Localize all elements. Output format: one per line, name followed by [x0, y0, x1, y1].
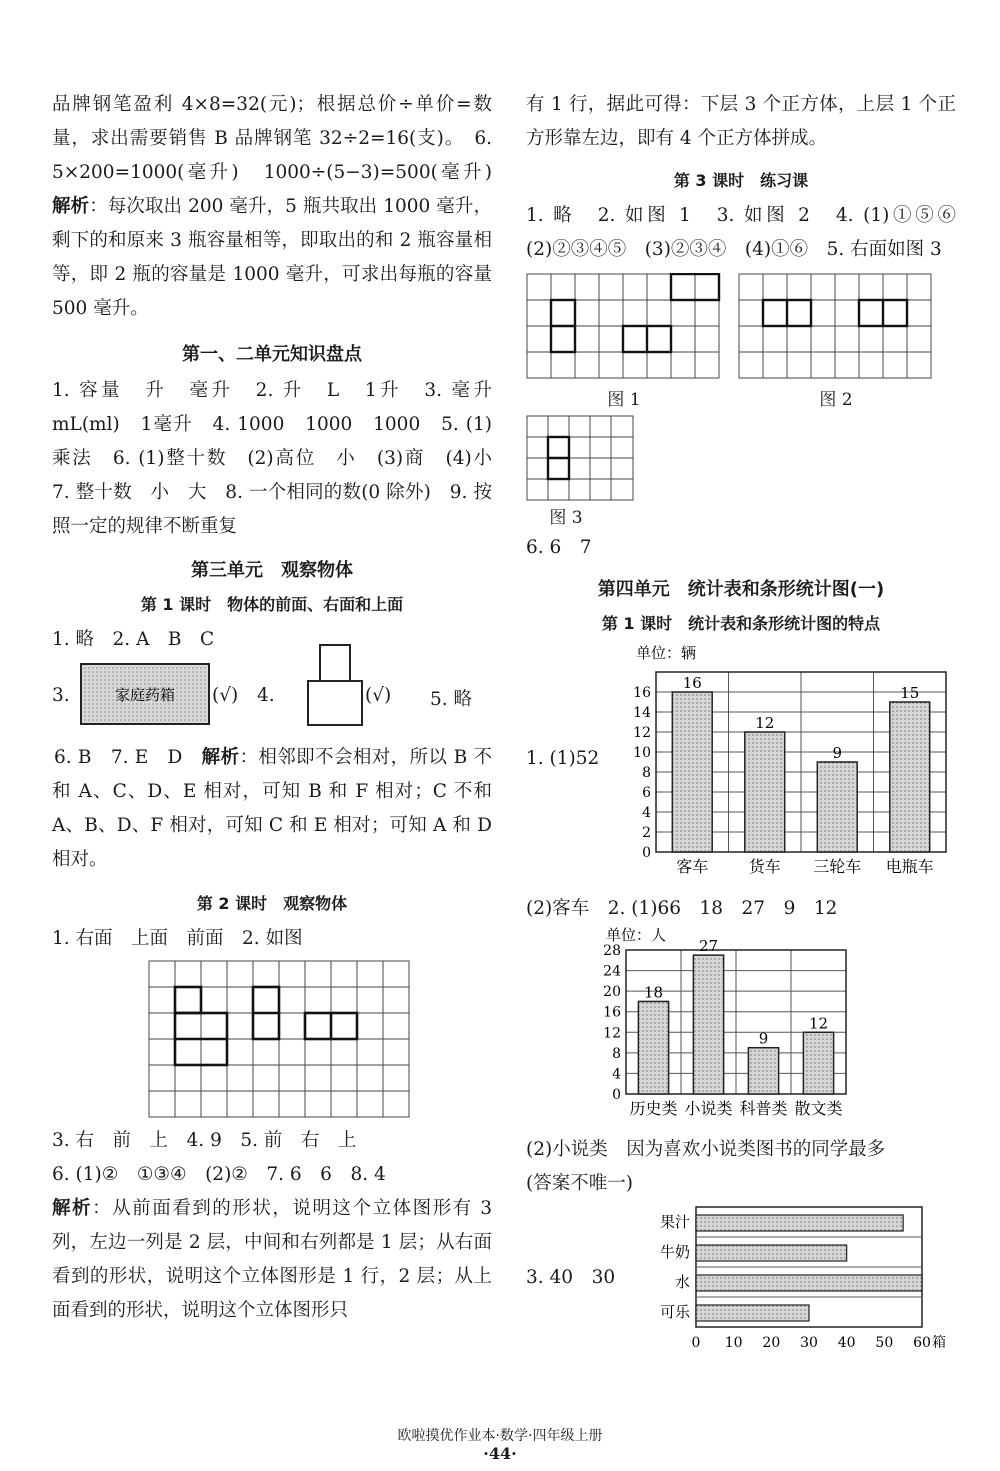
data-label: 18: [643, 983, 664, 1002]
y-tick-label: 16: [633, 685, 651, 701]
check-mark-1: (√): [212, 685, 239, 706]
bar-货车: [745, 732, 785, 852]
para-text: 品牌钢笔盈利 4×8=32(元)；根据总价÷单价=数量，求出需要销售 B 品牌钢笔 32÷2=16(支)。 6. 5×200=1000(毫升) 1000÷(5−3)=500(毫升): [52, 94, 511, 183]
x-tick-label: 客车: [676, 857, 709, 876]
bar-电瓶车: [890, 702, 930, 852]
lesson3-title: 第 3 课时 练习课: [673, 171, 809, 190]
lesson2-answers-c: 6. (1)② ①③④ (2)② 7. 6 6 8. 4: [52, 1164, 386, 1185]
x-unit-label: 箱: [932, 1335, 946, 1351]
figure-1-caption: 图 1: [607, 390, 641, 410]
x-tick-label: 小说类: [684, 1099, 733, 1118]
x-tick-label: 电瓶车: [885, 857, 934, 876]
after-chart2-b: (答案不唯一): [526, 1173, 633, 1194]
stacked-cube-figure: [305, 643, 365, 727]
data-label: 9: [832, 744, 843, 762]
y-tick-label: 8: [612, 1045, 621, 1062]
figure-1-grid: [526, 273, 722, 383]
q3-label: 3.: [52, 685, 70, 706]
figure-2-grid: [738, 273, 934, 383]
data-label: 12: [808, 1014, 829, 1033]
y-tick-label: 24: [603, 963, 621, 980]
x-tick-label: 0: [691, 1335, 701, 1351]
lesson2-answers-b: 3. 右 前 上 4. 9 5. 前 右 上: [52, 1130, 357, 1151]
y-tick-label: 4: [642, 805, 651, 821]
chart1-prefix: 1. (1)52: [526, 748, 600, 769]
para-text: ：从前面看到的形状，说明这个立体图形有 3 列，左边一列是 2 层，中间和右列都是 1 层；从右面看到的形状，说明这个立体图形是 1 行，2 层；从上面看到的形状，说明这个立体图形只: [52, 1198, 492, 1321]
x-tick-label: 散文类: [794, 1099, 843, 1118]
y-tick-label: 12: [603, 1025, 621, 1042]
box-label: 家庭药箱: [114, 686, 176, 704]
y-tick-label: 牛奶: [659, 1243, 690, 1261]
lesson3-answers: 1. 略 2. 如图 1 3. 如图 2 4. (1)①⑤⑥ (2)②③④⑤ (3)②③④ (4)①⑥ 5. 右面如图 3: [526, 205, 975, 260]
unit4-title: 第四单元 统计表和条形统计图(一): [597, 579, 885, 600]
figure-3-grid: [526, 415, 636, 503]
q6-answer: 6. 6 7: [526, 537, 592, 558]
y-tick-label: 6: [642, 785, 651, 801]
figure-2-caption: 图 2: [819, 390, 853, 410]
bar-果汁: [696, 1215, 903, 1231]
chart3-row: [526, 1201, 956, 1366]
lesson1-answers-a: 1. 略 2. A B C: [52, 629, 215, 650]
y-tick-label: 12: [633, 725, 651, 741]
y-tick-label: 20: [603, 984, 621, 1001]
y-tick-label: 14: [633, 705, 651, 721]
after-chart1-text: (2)客车 2. (1)66 18 27 9 12: [526, 898, 838, 919]
data-label: 15: [900, 684, 920, 702]
x-tick-label: 历史类: [629, 1099, 678, 1118]
y-tick-label: 可乐: [659, 1303, 690, 1321]
x-tick-label: 40: [837, 1335, 856, 1351]
lesson1-title: 第 1 课时 物体的前面、右面和上面: [140, 595, 404, 614]
lesson2-title: 第 2 课时 观察物体: [196, 894, 348, 913]
bar-水: [696, 1275, 922, 1291]
bar-小说类: [693, 955, 723, 1094]
answer-paragraph: [52, 88, 511, 326]
chart-vehicles: [596, 642, 976, 892]
analysis-label: 解析: [201, 747, 240, 768]
y-tick-label: 16: [603, 1004, 621, 1021]
after-chart2-a: (2)小说类 因为喜欢小说类图书的同学最多: [526, 1139, 886, 1160]
data-label: 16: [682, 674, 702, 692]
y-tick-label: 0: [612, 1087, 621, 1103]
review-text: 1. 容量 升 毫升 2. 升 L 1升 3. 毫升 mL(ml) 1毫升 4. 1000 1000 1000 5. (1)乘法 6. (1)整十数 (2)高位 小 (3)商 (4)小 7. 整十数 小 大 8. 一个相同的数(0 除外) 9. 按照一定的规律不断重复: [52, 380, 511, 537]
chart-books: [586, 926, 876, 1131]
unit4-lesson1-title: 第 1 课时 统计表和条形统计图的特点: [601, 614, 881, 633]
check-mark-2: (√): [365, 685, 392, 706]
y-tick-label: 4: [612, 1066, 621, 1083]
chart1-row: [526, 642, 956, 892]
bar-历史类: [638, 1001, 668, 1094]
chart-drinks: [636, 1201, 946, 1366]
y-tick-label: 0: [642, 845, 651, 861]
data-label: 27: [698, 937, 719, 956]
bar-可乐: [696, 1305, 809, 1321]
unit3-title: 第三单元 观察物体: [191, 560, 353, 581]
medicine-box-figure: [80, 663, 210, 725]
right-column: [526, 88, 975, 1366]
analysis-label: 解析: [52, 196, 90, 217]
bar-三轮车: [817, 762, 857, 852]
y-tick-label: 28: [603, 943, 621, 959]
q4-label: 4.: [257, 685, 275, 706]
x-tick-label: 10: [724, 1335, 743, 1351]
left-column: [52, 88, 511, 1328]
footer-book-title: 欧啦摸优作业本·数学·四年级上册: [397, 1428, 603, 1444]
bar-科普类: [748, 1048, 778, 1094]
q3-answer-text: 3. 40 30: [526, 1267, 616, 1288]
lesson2-answers-a: 1. 右面 上面 前面 2. 如图: [52, 928, 303, 949]
y-tick-label: 10: [633, 745, 651, 761]
y-tick-label: 2: [642, 825, 651, 841]
chart-unit-label: 单位：人: [606, 926, 667, 944]
page-number: ·44·: [483, 1444, 517, 1463]
data-label: 12: [755, 714, 775, 732]
bar-牛奶: [696, 1245, 847, 1261]
chart-unit-label: 单位：辆: [636, 644, 697, 662]
x-tick-label: 50: [875, 1335, 894, 1351]
data-label: 9: [758, 1029, 769, 1048]
x-tick-label: 60: [913, 1335, 931, 1351]
y-tick-label: 8: [642, 765, 651, 781]
continued-text: 有 1 行，据此可得：下层 3 个正方体，上层 1 个正方形靠左边，即有 4 个正方体拼成。: [526, 94, 956, 149]
para-text: ：每次取出 200 毫升，5 瓶共取出 1000 毫升，剩下的和原来 3 瓶容量相等，即取出的和 2 瓶容量相等，即 2 瓶的容量是 1000 毫升，可求出每瓶的容量 500 毫升。: [52, 196, 492, 319]
para-text: 6. B 7. E D: [54, 747, 202, 768]
q5-answer: 5. 略: [430, 689, 473, 710]
x-tick-label: 科普类: [739, 1099, 788, 1118]
figure-3-caption: 图 3: [549, 508, 583, 528]
q3-q5-row: [52, 657, 492, 741]
x-tick-label: 三轮车: [813, 857, 862, 876]
x-tick-label: 货车: [748, 857, 781, 876]
analysis-label: 解析: [52, 1198, 93, 1219]
figures-row: [526, 273, 956, 528]
x-tick-label: 20: [762, 1335, 781, 1351]
para-text: ：相邻即不会相对，所以 B 不和 A、C、D、E 相对，可知 B 和 F 相对；C 不和 A、B、D、F 相对，可知 C 和 E 相对；可知 A 和 D 相对。: [52, 747, 492, 870]
bar-客车: [672, 692, 712, 852]
y-tick-label: 果汁: [659, 1213, 690, 1231]
lesson2-analysis: [52, 1192, 492, 1328]
x-tick-label: 30: [800, 1335, 818, 1351]
y-tick-label: 水: [674, 1273, 690, 1291]
review-title: 第一、二单元知识盘点: [182, 344, 362, 365]
lesson2-grid-figure: [148, 960, 418, 1120]
bar-散文类: [803, 1032, 833, 1094]
lesson1-answers-b: [52, 741, 492, 877]
